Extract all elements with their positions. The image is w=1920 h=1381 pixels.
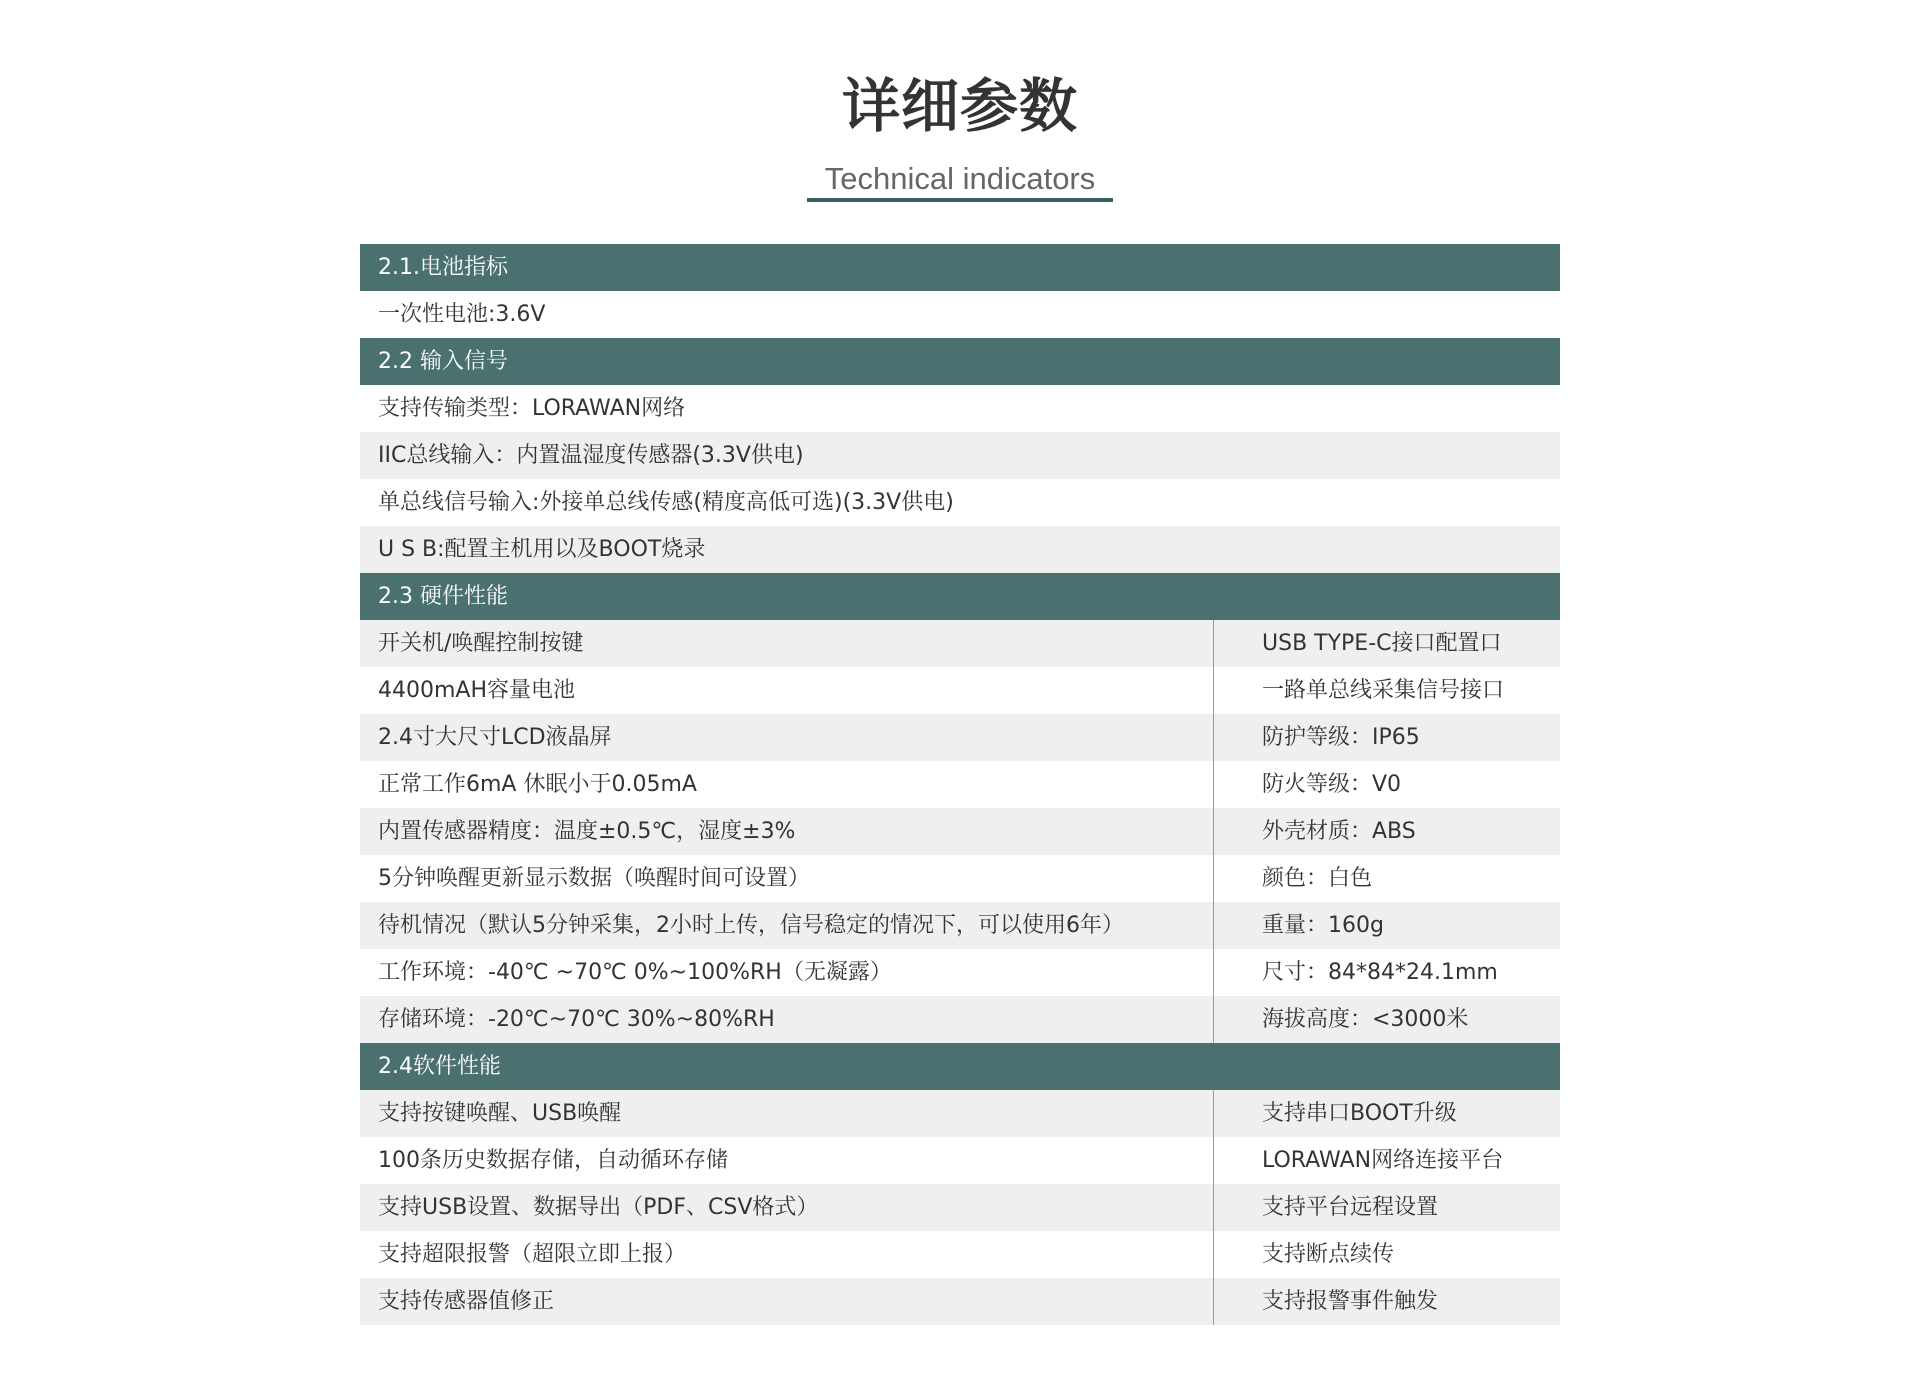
table-row <box>360 996 1560 1043</box>
row-text-left: 工作环境：-40℃ ~70℃ 0%~100%RH（无凝露） <box>378 960 892 985</box>
row-text-left: 100条历史数据存储，自动循环存储 <box>378 1148 728 1173</box>
table-row <box>360 385 1560 432</box>
row-text-left: 支持超限报警（超限立即上报） <box>378 1242 687 1267</box>
section-title: 2.1.电池指标 <box>378 255 508 280</box>
row-text-right: USB TYPE-C接口配置口 <box>1262 631 1502 656</box>
row-text-right: 支持串口BOOT升级 <box>1262 1101 1457 1126</box>
row-text-left: 4400mAH容量电池 <box>378 678 576 703</box>
row-text-right: 尺寸：84*84*24.1mm <box>1262 960 1498 985</box>
table-row <box>360 1184 1560 1231</box>
row-text: IIC总线输入：内置温湿度传感器(3.3V供电) <box>378 443 804 468</box>
column-divider <box>1213 1231 1214 1278</box>
column-divider <box>1213 1137 1214 1184</box>
section-header-input-signal <box>360 338 1560 385</box>
subtitle-underline <box>807 198 1113 202</box>
table-row <box>360 291 1560 338</box>
section-title: 2.3 硬件性能 <box>378 584 508 609</box>
row-text-left: 待机情况（默认5分钟采集，2小时上传，信号稳定的情况下，可以使用6年） <box>378 913 1124 938</box>
row-text-right: 支持报警事件触发 <box>1262 1289 1439 1314</box>
table-row <box>360 1231 1560 1278</box>
column-divider <box>1213 667 1214 714</box>
section-title: 2.4软件性能 <box>378 1054 501 1079</box>
row-text-right: 一路单总线采集信号接口 <box>1262 678 1505 703</box>
column-divider <box>1213 714 1214 761</box>
row-text-right: 支持断点续传 <box>1262 1242 1395 1267</box>
column-divider <box>1213 761 1214 808</box>
row-text-right: 防火等级：V0 <box>1262 772 1402 797</box>
table-row <box>360 949 1560 996</box>
column-divider <box>1213 1184 1214 1231</box>
table-row <box>360 714 1560 761</box>
row-text-right: LORAWAN网络连接平台 <box>1262 1148 1504 1173</box>
row-text-left: 支持按键唤醒、USB唤醒 <box>378 1101 622 1126</box>
row-text-left: 内置传感器精度：温度±0.5℃，湿度±3% <box>378 819 796 844</box>
row-text-left: 2.4寸大尺寸LCD液晶屏 <box>378 725 612 750</box>
row-text-left: 5分钟唤醒更新显示数据（唤醒时间可设置） <box>378 866 810 891</box>
table-row <box>360 1137 1560 1184</box>
column-divider <box>1213 1090 1214 1137</box>
table-row <box>360 1090 1560 1137</box>
table-row <box>360 855 1560 902</box>
column-divider <box>1213 949 1214 996</box>
table-row <box>360 761 1560 808</box>
row-text-right: 支持平台远程设置 <box>1262 1195 1439 1220</box>
row-text-right: 外壳材质：ABS <box>1262 819 1416 844</box>
row-text-left: 正常工作6mA 休眠小于0.05mA <box>378 772 697 797</box>
table-row <box>360 808 1560 855</box>
column-divider <box>1213 855 1214 902</box>
page-subtitle: Technical indicators <box>824 161 1096 196</box>
row-text-right: 防护等级：IP65 <box>1262 725 1420 750</box>
table-row <box>360 667 1560 714</box>
row-text-right: 重量：160g <box>1262 913 1384 938</box>
column-divider <box>1213 996 1214 1043</box>
row-text: 支持传输类型：LORAWAN网络 <box>378 396 686 421</box>
row-text-left: 存储环境：-20℃~70℃ 30%~80%RH <box>378 1007 775 1032</box>
section-header-battery <box>360 244 1560 291</box>
spec-table <box>360 244 1560 1325</box>
row-text-right: 颜色：白色 <box>1262 866 1373 891</box>
section-header-software <box>360 1043 1560 1090</box>
row-text-left: 支持传感器值修正 <box>378 1289 555 1314</box>
column-divider <box>1213 620 1214 667</box>
table-row <box>360 620 1560 667</box>
row-text: 单总线信号输入:外接单总线传感(精度高低可选)(3.3V供电) <box>378 490 954 515</box>
row-text: U S B:配置主机用以及BOOT烧录 <box>378 537 706 562</box>
section-title: 2.2 输入信号 <box>378 349 508 374</box>
section-header-hardware <box>360 573 1560 620</box>
column-divider <box>1213 902 1214 949</box>
column-divider <box>1213 1278 1214 1325</box>
row-text: 一次性电池:3.6V <box>378 302 546 327</box>
table-row <box>360 432 1560 479</box>
table-row <box>360 1278 1560 1325</box>
row-text-right: 海拔高度：<3000米 <box>1262 1007 1469 1032</box>
column-divider <box>1213 808 1214 855</box>
subtitle-block <box>807 160 1113 204</box>
row-text-left: 开关机/唤醒控制按键 <box>378 631 584 656</box>
table-row <box>360 902 1560 949</box>
table-row <box>360 479 1560 526</box>
page-title: 详细参数 <box>841 72 1078 140</box>
table-row <box>360 526 1560 573</box>
row-text-left: 支持USB设置、数据导出（PDF、CSV格式） <box>378 1195 819 1220</box>
